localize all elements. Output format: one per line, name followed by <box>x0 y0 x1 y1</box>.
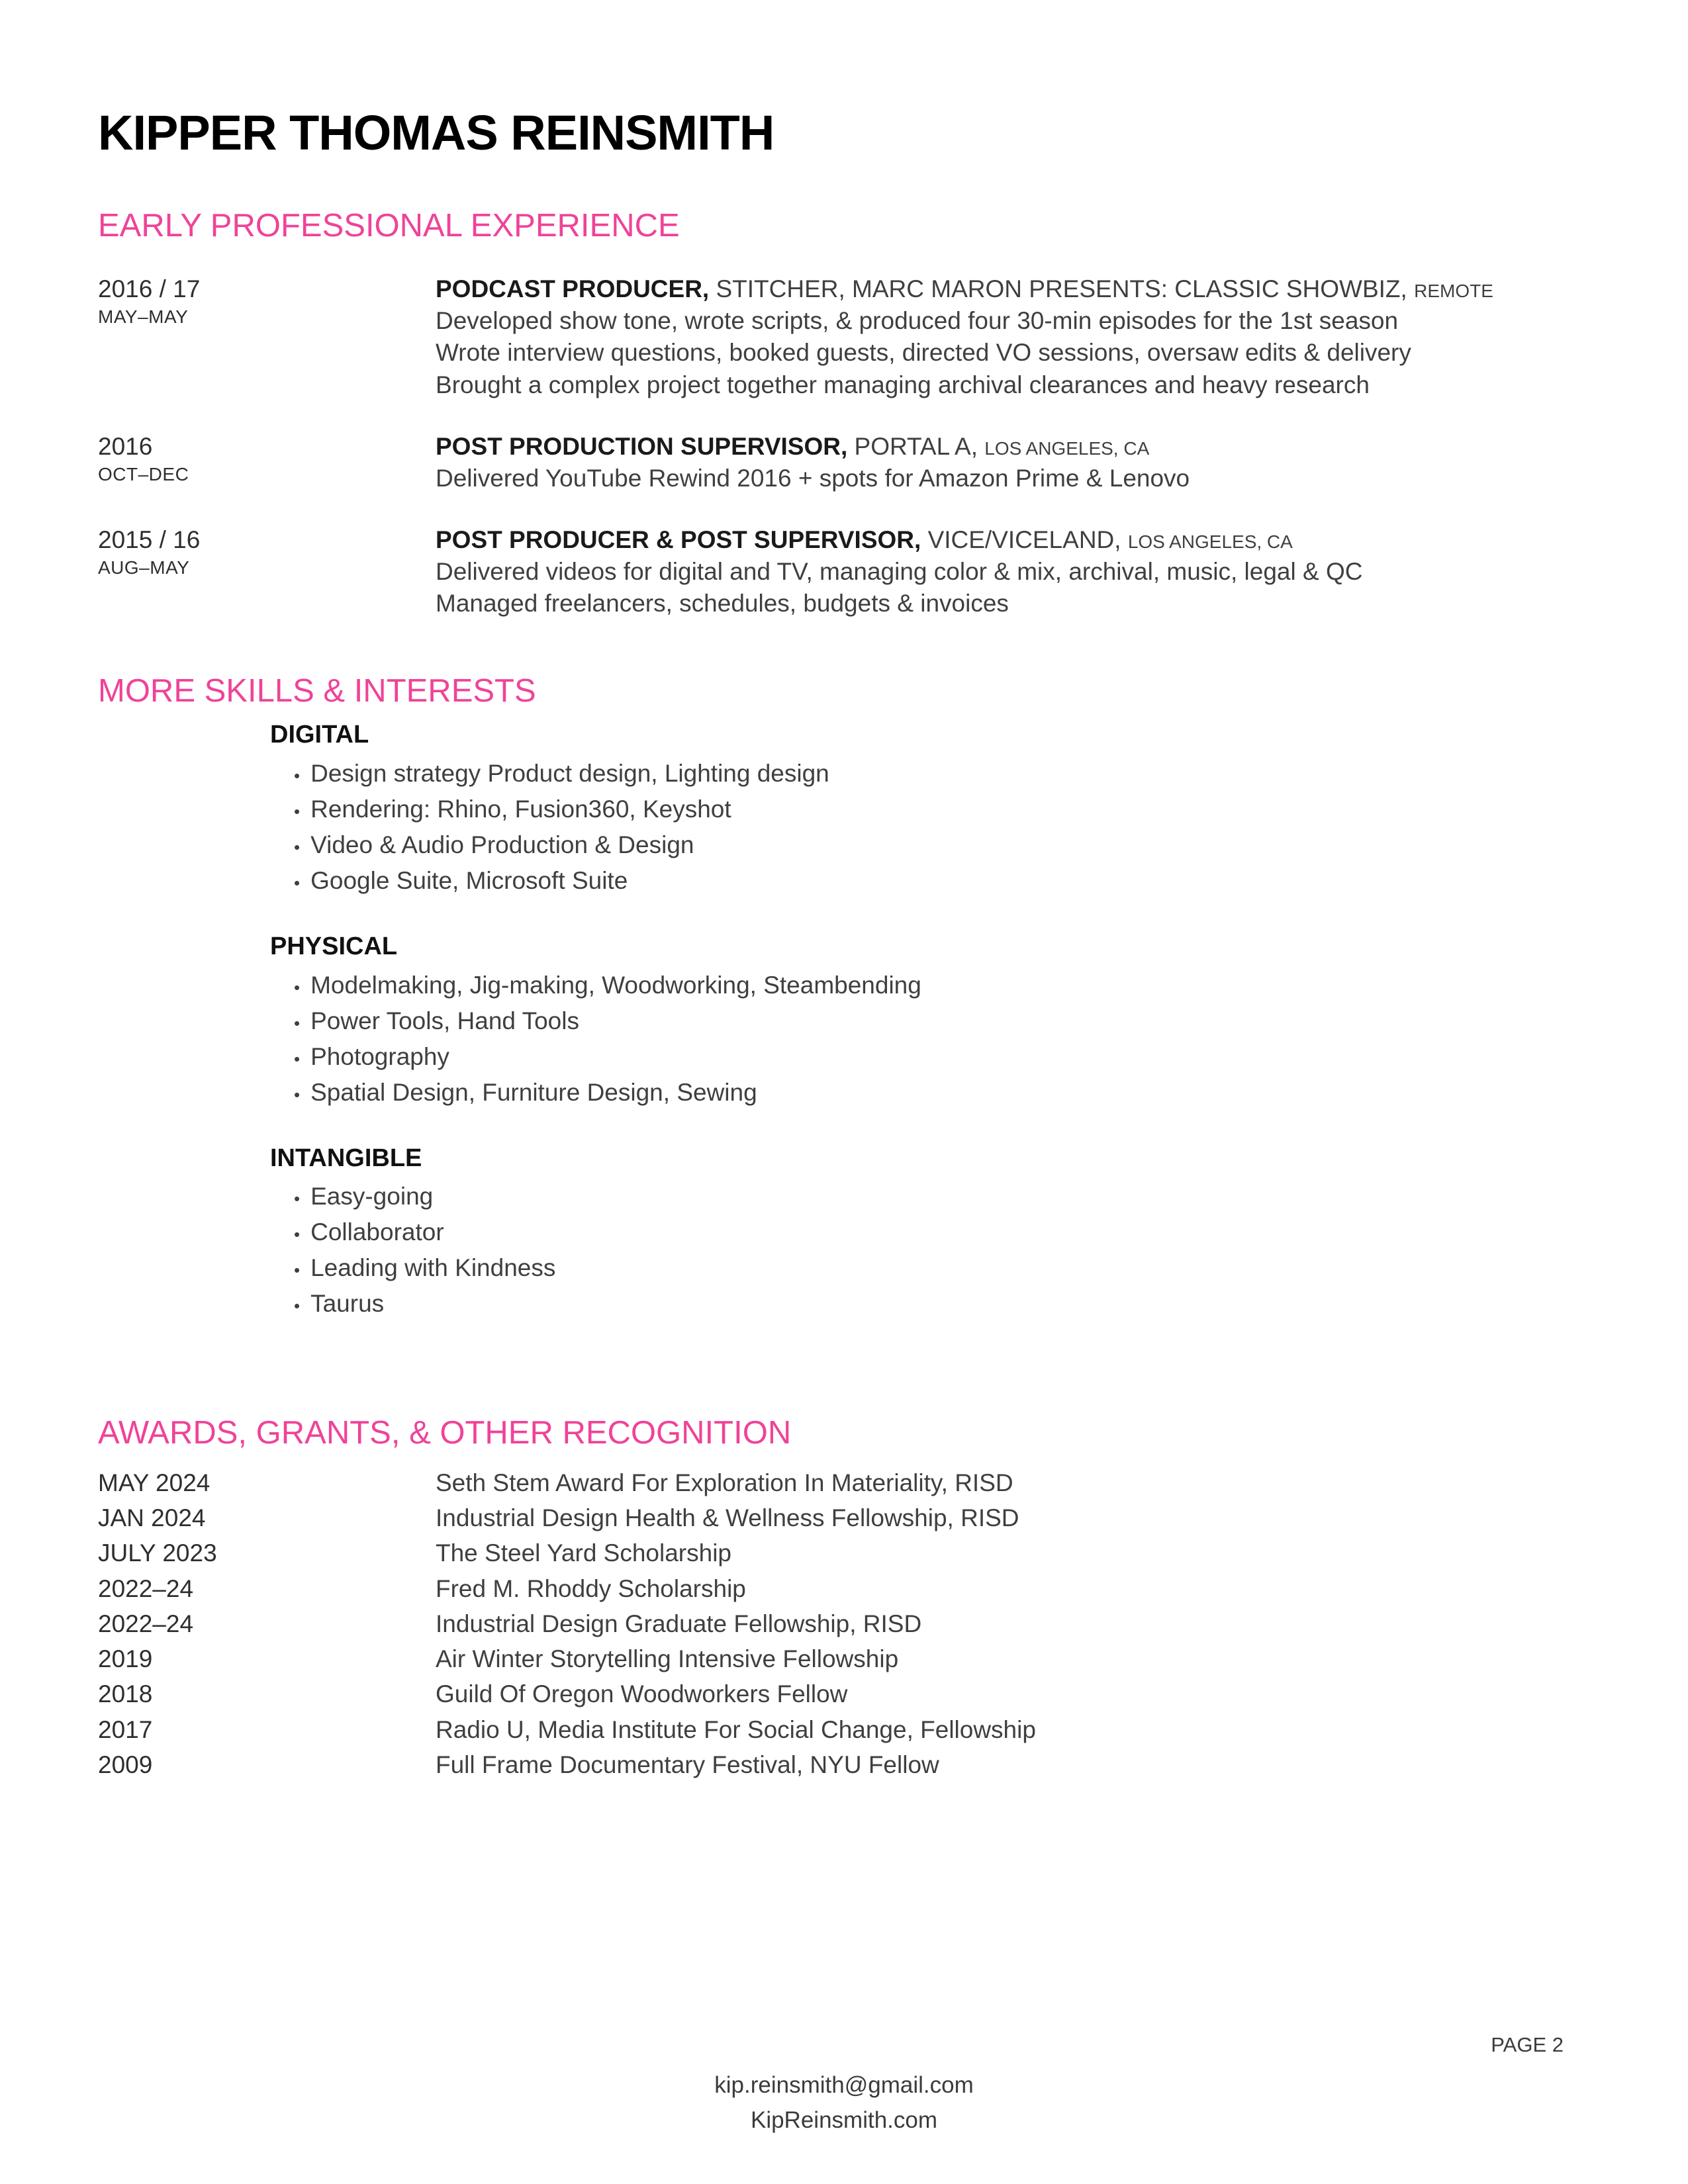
job-entry <box>98 273 1589 400</box>
job-title-line <box>436 524 1589 556</box>
job-years: 2016 <box>98 432 153 460</box>
award-date: MAY 2024 <box>98 1469 211 1496</box>
section-skills <box>98 672 1589 1322</box>
skill-item <box>294 1075 1589 1111</box>
award-text: Industrial Design Graduate Fellowship, RISD <box>436 1610 922 1637</box>
job-body <box>436 431 1589 494</box>
skill-group-heading: DIGITAL <box>270 721 369 749</box>
job-dates <box>98 273 436 400</box>
award-text: Guild Of Oregon Woodworkers Fellow <box>436 1680 848 1708</box>
job-entry <box>98 524 1589 619</box>
section-experience <box>98 207 1589 619</box>
job-company: VICE/VICELAND, <box>927 525 1121 553</box>
bullet-icon: • <box>294 1084 301 1105</box>
job-description-line: Wrote interview questions, booked guests, directed VO sessions, oversaw edits & delivery <box>436 339 1411 367</box>
award-text: The Steel Yard Scholarship <box>436 1539 731 1567</box>
skill-item <box>294 1250 1589 1286</box>
skill-text: Taurus <box>310 1290 385 1318</box>
skill-item <box>294 1039 1589 1075</box>
page-title: KIPPER THOMAS REINSMITH <box>98 105 774 160</box>
job-title-line <box>436 431 1589 463</box>
bullet-icon: • <box>294 766 301 786</box>
job-description-line: Managed freelancers, schedules, budgets & invoices <box>436 589 1009 617</box>
award-text: Fred M. Rhoddy Scholarship <box>436 1574 746 1602</box>
job-body <box>436 273 1589 400</box>
award-row <box>98 1500 1589 1535</box>
award-row <box>98 1747 1589 1782</box>
job-role: PODCAST PRODUCER, <box>436 275 710 303</box>
skill-text: Rendering: Rhino, Fusion360, Keyshot <box>310 796 731 823</box>
award-date: 2017 <box>98 1715 153 1743</box>
job-months: AUG–MAY <box>98 557 190 578</box>
job-company: STITCHER, MARC MARON PRESENTS: CLASSIC SHOWBIZ, <box>716 275 1407 303</box>
section-title-skills: MORE SKILLS & INTERESTS <box>98 673 536 709</box>
award-row <box>98 1606 1589 1641</box>
bullet-icon: • <box>294 1296 301 1316</box>
award-row <box>98 1465 1589 1500</box>
skill-item <box>294 968 1589 1003</box>
skill-item <box>294 863 1589 899</box>
skill-text: Design strategy Product design, Lighting design <box>310 760 829 787</box>
bullet-icon: • <box>294 1260 301 1281</box>
skill-item <box>294 1003 1589 1039</box>
footer-email: kip.reinsmith@gmail.com <box>714 2072 974 2098</box>
skill-group-physical <box>270 932 1589 1111</box>
job-years: 2015 / 16 <box>98 525 201 553</box>
skill-item <box>294 827 1589 863</box>
job-months: OCT–DEC <box>98 463 189 484</box>
award-row <box>98 1712 1589 1747</box>
skill-item <box>294 756 1589 792</box>
award-text: Full Frame Documentary Festival, NYU Fellow <box>436 1751 939 1778</box>
award-text: Air Winter Storytelling Intensive Fellowship <box>436 1645 899 1673</box>
job-dates <box>98 431 436 494</box>
award-text: Industrial Design Health & Wellness Fellowship, RISD <box>436 1504 1019 1531</box>
job-role: POST PRODUCER & POST SUPERVISOR, <box>436 525 921 553</box>
skill-group-heading: INTANGIBLE <box>270 1144 422 1172</box>
skill-group-digital <box>270 720 1589 899</box>
skill-text: Photography <box>310 1042 449 1070</box>
award-text: Seth Stem Award For Exploration In Materiality, RISD <box>436 1469 1013 1496</box>
section-awards <box>98 1414 1589 1782</box>
skill-item <box>294 1286 1589 1322</box>
award-row <box>98 1535 1589 1570</box>
bullet-icon: • <box>294 1048 301 1069</box>
skill-group-intangible <box>270 1144 1589 1322</box>
bullet-icon: • <box>294 873 301 893</box>
award-date: 2022–24 <box>98 1610 194 1637</box>
skill-text: Easy-going <box>310 1183 434 1210</box>
award-date: JAN 2024 <box>98 1504 206 1531</box>
bullet-icon: • <box>294 1189 301 1209</box>
award-row <box>98 1641 1589 1676</box>
job-company: PORTAL A, <box>854 432 978 460</box>
award-row <box>98 1676 1589 1711</box>
job-role: POST PRODUCTION SUPERVISOR, <box>436 432 848 460</box>
job-years: 2016 / 17 <box>98 275 201 303</box>
job-entry <box>98 431 1589 494</box>
job-months: MAY–MAY <box>98 306 189 328</box>
award-date: 2018 <box>98 1680 153 1708</box>
job-dates <box>98 524 436 619</box>
skill-item <box>294 792 1589 827</box>
skill-text: Modelmaking, Jig-making, Woodworking, Steambending <box>310 971 921 999</box>
section-title-awards: AWARDS, GRANTS, & OTHER RECOGNITION <box>98 1415 792 1451</box>
skill-item <box>294 1179 1589 1214</box>
award-row <box>98 1571 1589 1606</box>
page-number: PAGE 2 <box>1491 2033 1564 2056</box>
job-description-line: Brought a complex project together managing archival clearances and heavy research <box>436 371 1370 398</box>
award-date: 2009 <box>98 1751 153 1778</box>
job-location: LOS ANGELES, CA <box>1127 531 1293 552</box>
award-date: JULY 2023 <box>98 1539 217 1567</box>
skill-item <box>294 1214 1589 1250</box>
skill-text: Leading with Kindness <box>310 1254 556 1282</box>
section-title-experience: EARLY PROFESSIONAL EXPERIENCE <box>98 207 680 244</box>
skill-text: Video & Audio Production & Design <box>310 831 694 859</box>
job-body <box>436 524 1589 619</box>
skill-text: Power Tools, Hand Tools <box>310 1007 579 1034</box>
bullet-icon: • <box>294 1013 301 1033</box>
award-date: 2019 <box>98 1645 153 1673</box>
award-text: Radio U, Media Institute For Social Change, Fellowship <box>436 1715 1036 1743</box>
bullet-icon: • <box>294 1224 301 1245</box>
job-location: LOS ANGELES, CA <box>984 437 1150 459</box>
skill-text: Google Suite, Microsoft Suite <box>310 867 628 895</box>
skill-text: Collaborator <box>310 1218 444 1246</box>
skill-group-heading: PHYSICAL <box>270 933 398 961</box>
skill-text: Spatial Design, Furniture Design, Sewing <box>310 1078 757 1106</box>
award-date: 2022–24 <box>98 1574 194 1602</box>
job-description-line: Developed show tone, wrote scripts, & produced four 30-min episodes for the 1st season <box>436 307 1399 335</box>
footer <box>0 2068 1688 2138</box>
bullet-icon: • <box>294 801 301 822</box>
job-location: REMOTE <box>1414 281 1493 302</box>
bullet-icon: • <box>294 977 301 997</box>
bullet-icon: • <box>294 837 301 858</box>
job-description-line: Delivered videos for digital and TV, managing color & mix, archival, music, legal & QC <box>436 557 1363 585</box>
footer-website: KipReinsmith.com <box>750 2107 938 2134</box>
job-description-line: Delivered YouTube Rewind 2016 + spots for Amazon Prime & Lenovo <box>436 464 1190 492</box>
job-title-line <box>436 273 1589 305</box>
